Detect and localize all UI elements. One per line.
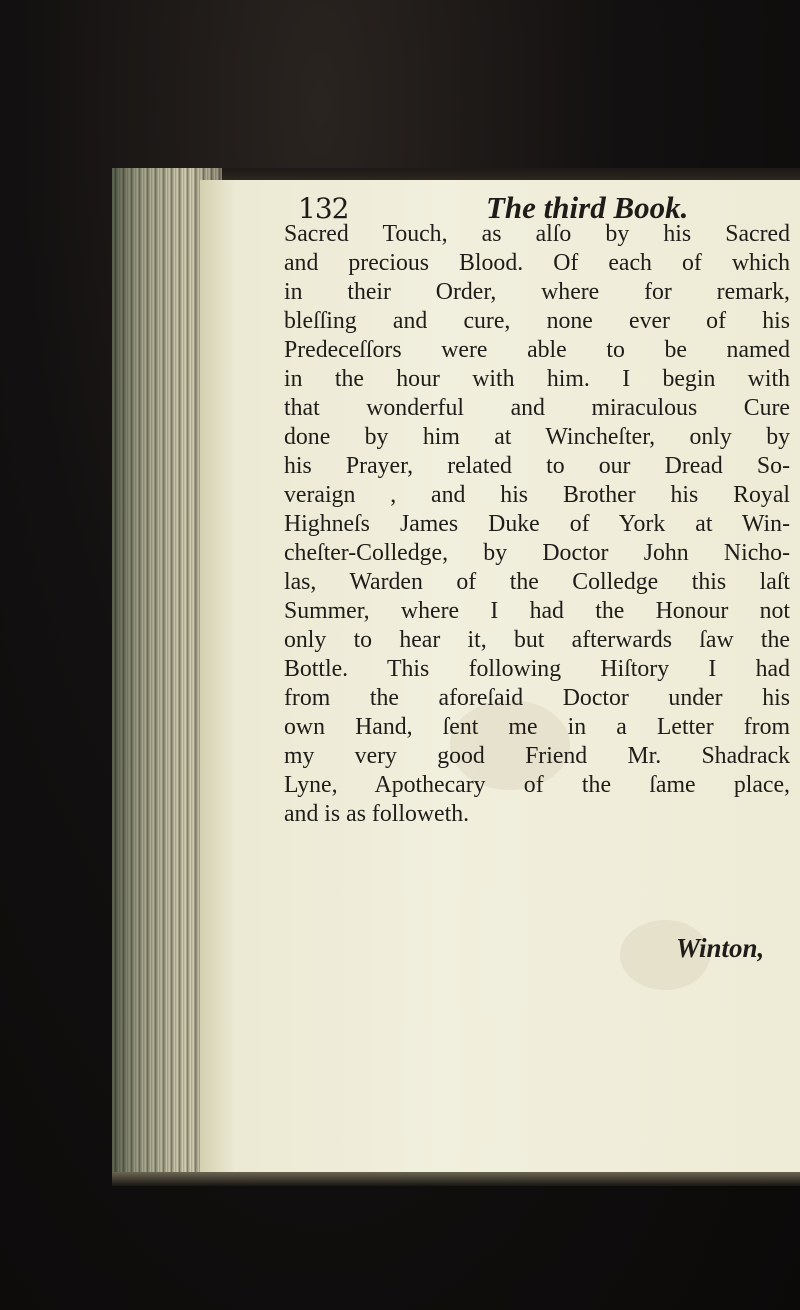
running-head: The third Book. bbox=[486, 190, 689, 225]
text-line: and precious Blood. Of each of which bbox=[284, 250, 790, 276]
text-line: in their Order, where for remark, bbox=[284, 279, 790, 305]
text-line: Highneſs James Duke of York at Win- bbox=[284, 511, 790, 537]
catchword: Winton, bbox=[676, 933, 765, 963]
text-line: cheſter-Colledge, by Doctor John Nicho- bbox=[284, 540, 790, 566]
text-line: veraign , and his Brother his Royal bbox=[284, 482, 790, 508]
text-line: Sacred Touch, as alſo by his Sacred bbox=[284, 221, 790, 247]
text-line: and is as followeth. bbox=[284, 801, 470, 827]
text-line: in the hour with him. I begin with bbox=[284, 366, 790, 392]
text-line: only to hear it, but afterwards ſaw the bbox=[284, 627, 790, 653]
text-line: my very good Friend Mr. Shadrack bbox=[284, 743, 790, 769]
page-number: 132 bbox=[298, 192, 349, 225]
text-line: Lyne, Apothecary of the ſame place, bbox=[284, 772, 790, 798]
text-line: las, Warden of the Colledge this laſt bbox=[284, 569, 790, 595]
text-line: that wonderful and miraculous Cure bbox=[284, 395, 790, 421]
text-line: Bottle. This following Hiſtory I had bbox=[284, 656, 790, 682]
text-line: own Hand, ſent me in a Letter from bbox=[284, 714, 790, 740]
text-line: from the aforeſaid Doctor under his bbox=[284, 685, 790, 711]
text-line: done by him at Wincheſter, only by bbox=[284, 424, 790, 450]
text-line: Summer, where I had the Honour not bbox=[284, 598, 790, 624]
text-line: Predeceſſors were able to be named bbox=[284, 337, 790, 363]
text-line: bleſſing and cure, none ever of his bbox=[284, 308, 790, 334]
book-bottom-edge bbox=[112, 1172, 800, 1186]
text-line: his Prayer, related to our Dread So- bbox=[284, 453, 790, 479]
